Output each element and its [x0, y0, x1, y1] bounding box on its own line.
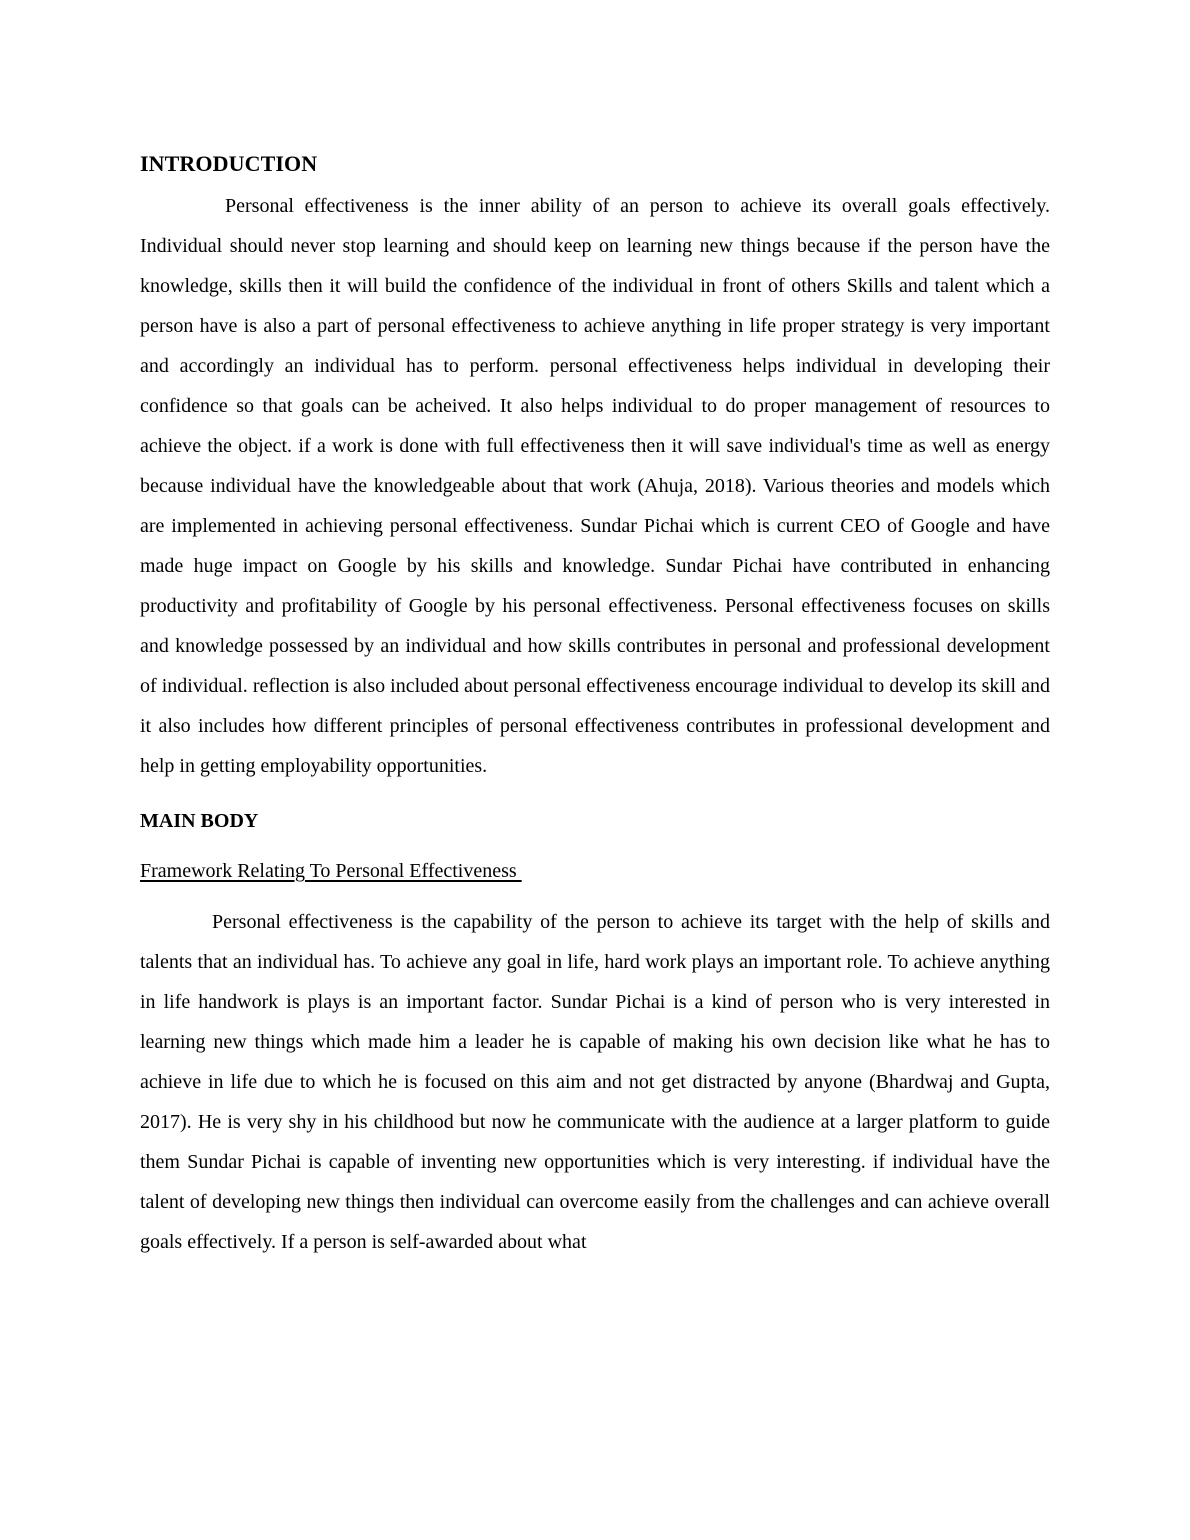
section-heading-main-body: MAIN BODY	[140, 810, 259, 833]
sub-heading-framework	[140, 858, 1050, 884]
paragraph-framework-body: Personal effectiveness is the capability of the person to achieve its target with the help of skills and talents that an individual has. To achieve any goal in life, hard work plays an important role. To achieve anything in life handwork is plays is an important factor. Sundar Pichai is a kind of person who is very interested in learning new things which made him a leader he is capable of making his own decision like what he has to achieve in life due to which he is focused on this aim and not get distracted by anyone (Bhardwaj and Gupta, 2017). He is very shy in his childhood but now he communicate with the audience at a larger platform to guide them Sundar Pichai is capable of inventing new opportunities which is very interesting. if individual have the talent of developing new things then individual can overcome easily from the challenges and can achieve overall goals effectively. If a person is self-awarded about what	[140, 911, 1050, 1254]
document-content	[140, 150, 1050, 1262]
paragraph-introduction-body: Personal effectiveness is the inner ability of an person to achieve its overall goals effectively. Individual should never stop learning and should keep on learning new things because if the person have the knowledge, skills then it will build the confidence of the individual in front of others Skills and talent which a person have is also a part of personal effectiveness to achieve anything in life proper strategy is very important and accordingly an individual has to perform. personal effectiveness helps individual in developing their confidence so that goals can be acheived. It also helps individual to do proper management of resources to achieve the object. if a work is done with full effectiveness then it will save individual's time as well as energy because individual have the knowledgeable about that work (Ahuja, 2018). Various theories and models which are implemented in achieving personal effectiveness. Sundar Pichai which is current CEO of Google and have made huge impact on Google by his skills and knowledge. Sundar Pichai have contributed in enhancing productivity and profitability of Google by his personal effectiveness. Personal effectiveness focuses on skills and knowledge possessed by an individual and how skills contributes in personal and professional development of individual. reflection is also included about personal effectiveness encourage individual to develop its skill and it also includes how different principles of personal effectiveness contributes in professional development and help in getting employability opportunities.	[140, 195, 1050, 778]
sub-heading-framework-label: Framework Relating To Personal Effectiveness	[140, 860, 522, 883]
page-title-introduction: INTRODUCTION	[140, 151, 318, 176]
